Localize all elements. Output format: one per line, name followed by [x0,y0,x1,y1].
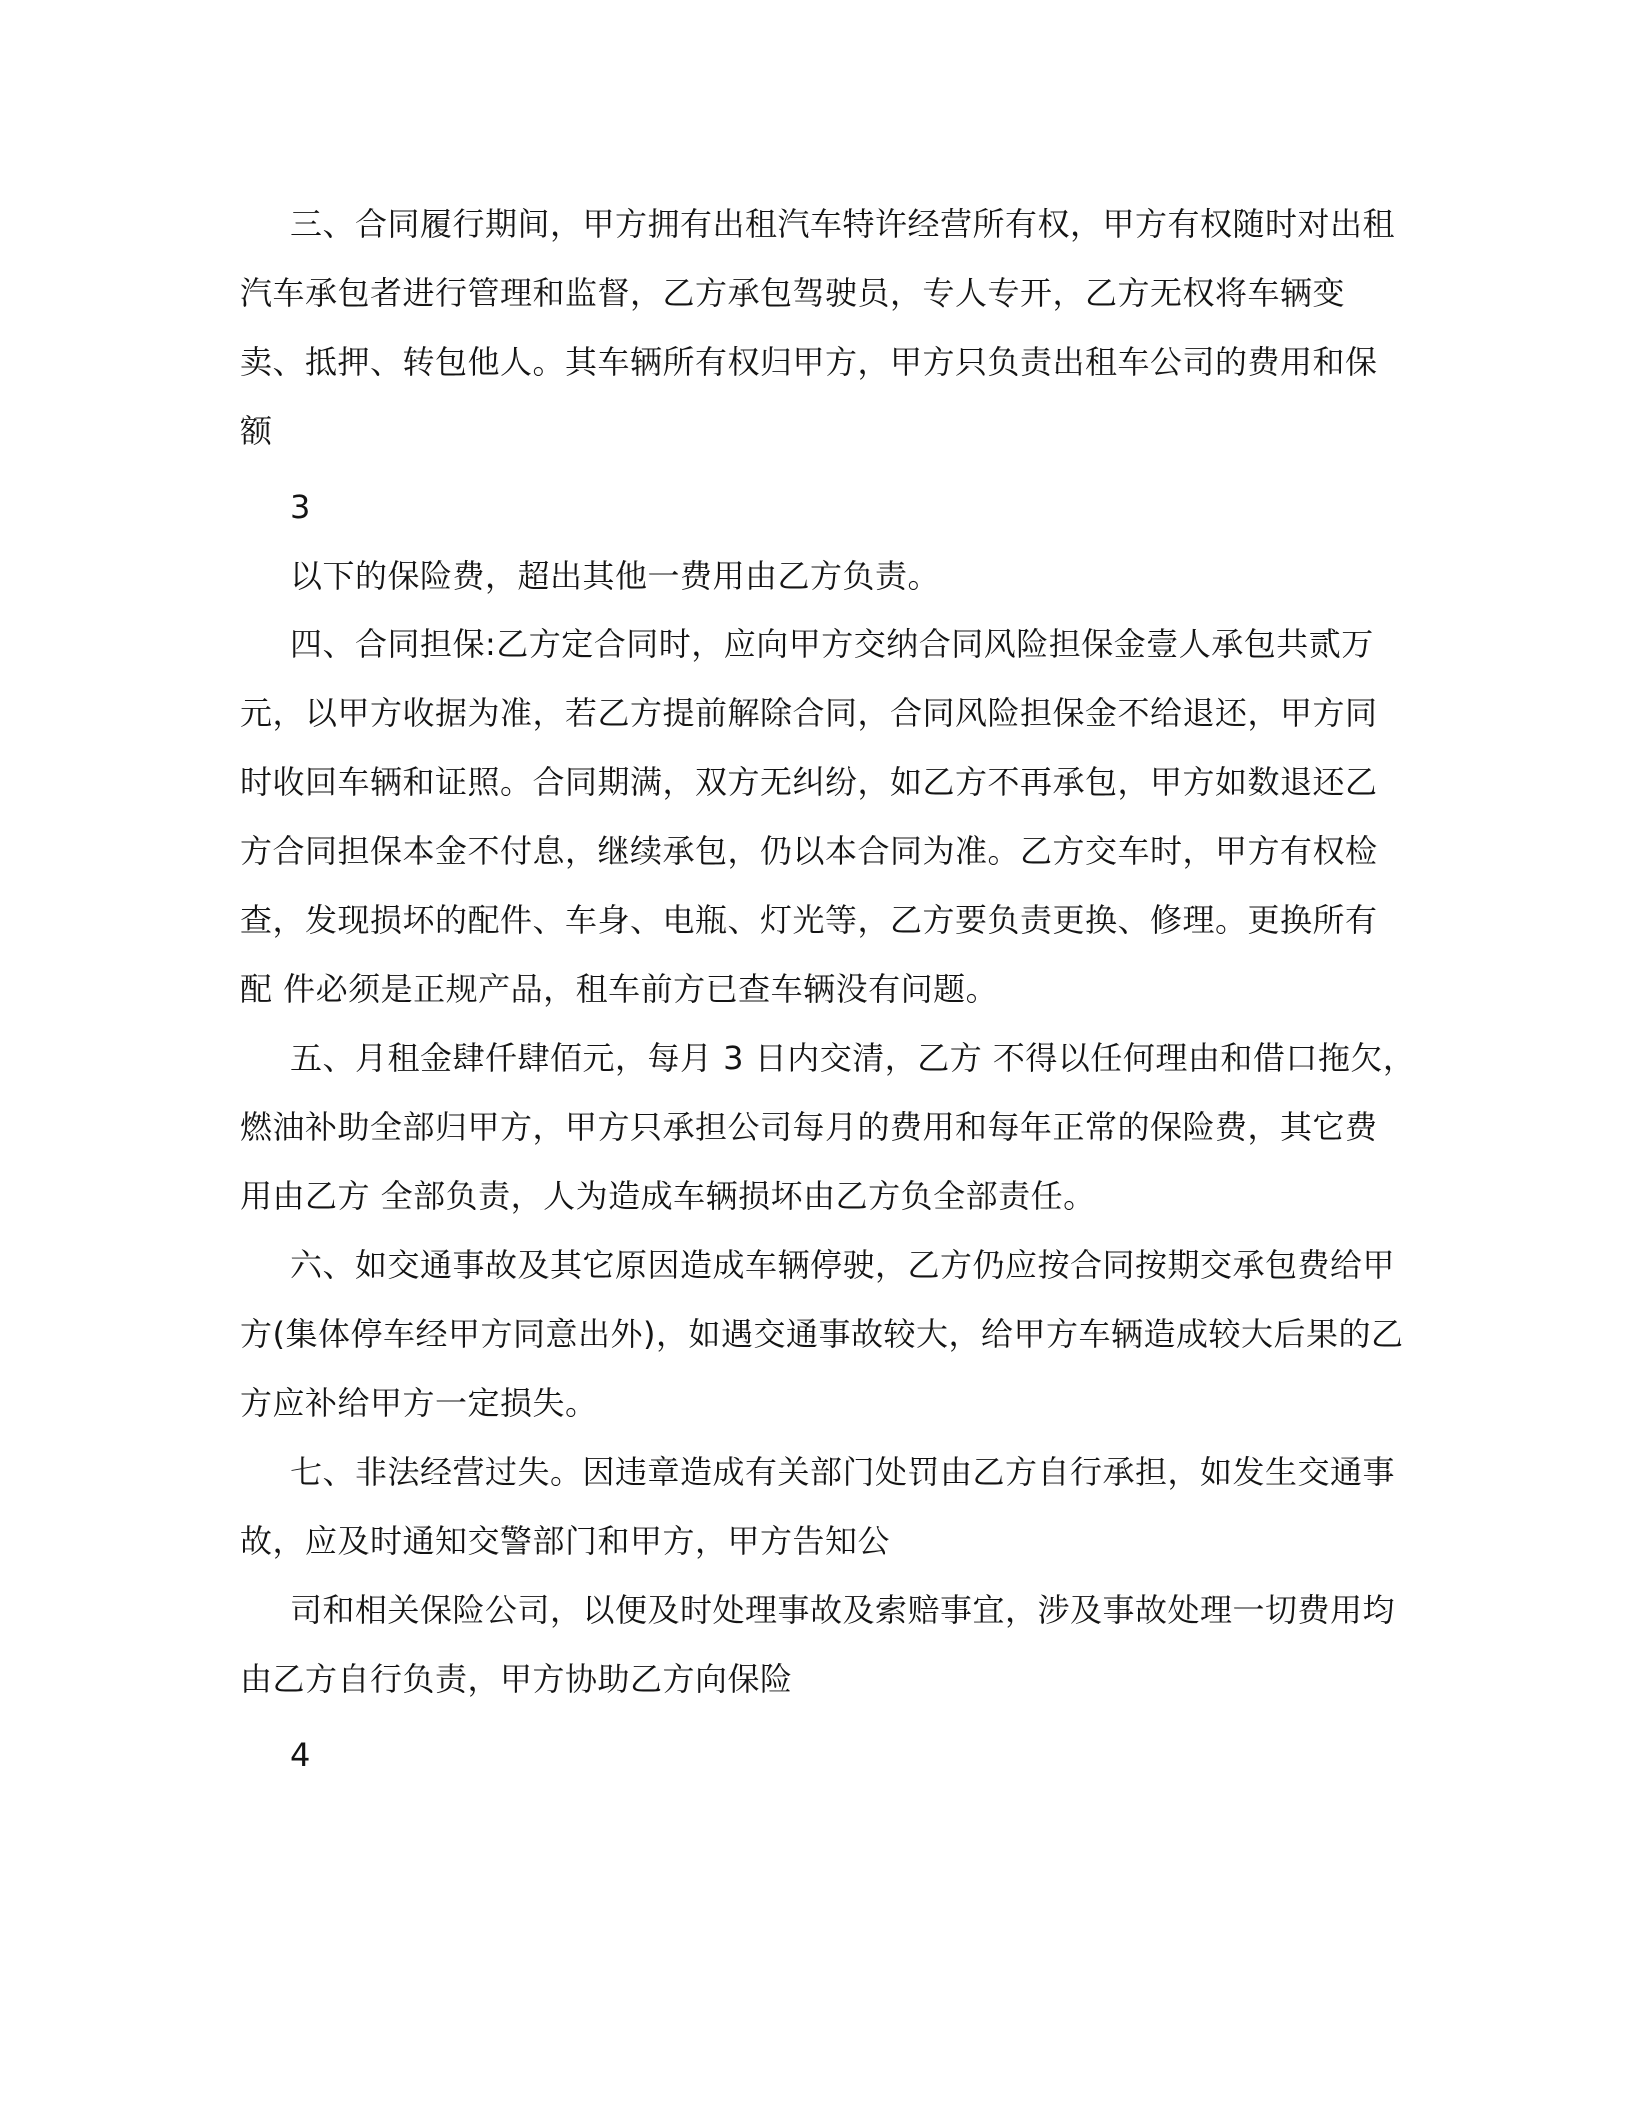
paragraph-3-line-4: 额 [240,412,273,450]
paragraph-4-line-5: 查，发现损坏的配件、车身、电瓶、灯光等，乙方要负责更换、修理。更换所有 [240,901,1378,939]
paragraph-5-line-3: 用由乙方 全部负责，人为造成车辆损坏由乙方负全部责任。 [240,1177,1096,1215]
paragraph-7-line-1: 七、非法经营过失。因违章造成有关部门处罚由乙方自行承担，如发生交通事 [290,1453,1396,1491]
paragraph-3-continuation: 以下的保险费，超出其他一费用由乙方负责。 [290,557,941,595]
paragraph-3-line-1: 三、合同履行期间，甲方拥有出租汽车特许经营所有权，甲方有权随时对出租 [290,205,1396,243]
page-number-4: 4 [290,1736,311,1774]
paragraph-4-line-1: 四、合同担保:乙方定合同时，应向甲方交纳合同风险担保金壹人承包共贰万 [290,625,1374,663]
paragraph-3-line-2: 汽车承包者进行管理和监督，乙方承包驾驶员，专人专开，乙方无权将车辆变 [240,274,1346,312]
paragraph-7-line-2: 故，应及时通知交警部门和甲方，甲方告知公 [240,1522,891,1560]
paragraph-4-line-6: 配 件必须是正规产品，租车前方已查车辆没有问题。 [240,970,999,1008]
paragraph-5-line-1: 五、月租金肆仟肆佰元，每月 3 日内交清，乙方 不得以任何理由和借口拖欠， [290,1039,1416,1077]
paragraph-6-line-1: 六、如交通事故及其它原因造成车辆停驶，乙方仍应按合同按期交承包费给甲 [290,1246,1396,1284]
paragraph-6-line-2: 方(集体停车经甲方同意出外)，如遇交通事故较大，给甲方车辆造成较大后果的乙 [240,1315,1404,1353]
paragraph-7-line-4: 由乙方自行负责，甲方协助乙方向保险 [240,1660,793,1698]
paragraph-6-line-3: 方应补给甲方一定损失。 [240,1384,598,1422]
paragraph-3-line-3: 卖、抵押、转包他人。其车辆所有权归甲方，甲方只负责出租车公司的费用和保 [240,343,1378,381]
paragraph-4-line-2: 元，以甲方收据为准，若乙方提前解除合同，合同风险担保金不给退还，甲方同 [240,694,1378,732]
paragraph-4-line-4: 方合同担保本金不付息，继续承包，仍以本合同为准。乙方交车时，甲方有权检 [240,832,1378,870]
paragraph-4-line-3: 时收回车辆和证照。合同期满，双方无纠纷，如乙方不再承包，甲方如数退还乙 [240,763,1378,801]
page-number-3: 3 [290,488,311,526]
paragraph-7-line-3: 司和相关保险公司，以便及时处理事故及索赔事宜，涉及事故处理一切费用均 [290,1591,1396,1629]
paragraph-5-line-2: 燃油补助全部归甲方，甲方只承担公司每月的费用和每年正常的保险费，其它费 [240,1108,1378,1146]
